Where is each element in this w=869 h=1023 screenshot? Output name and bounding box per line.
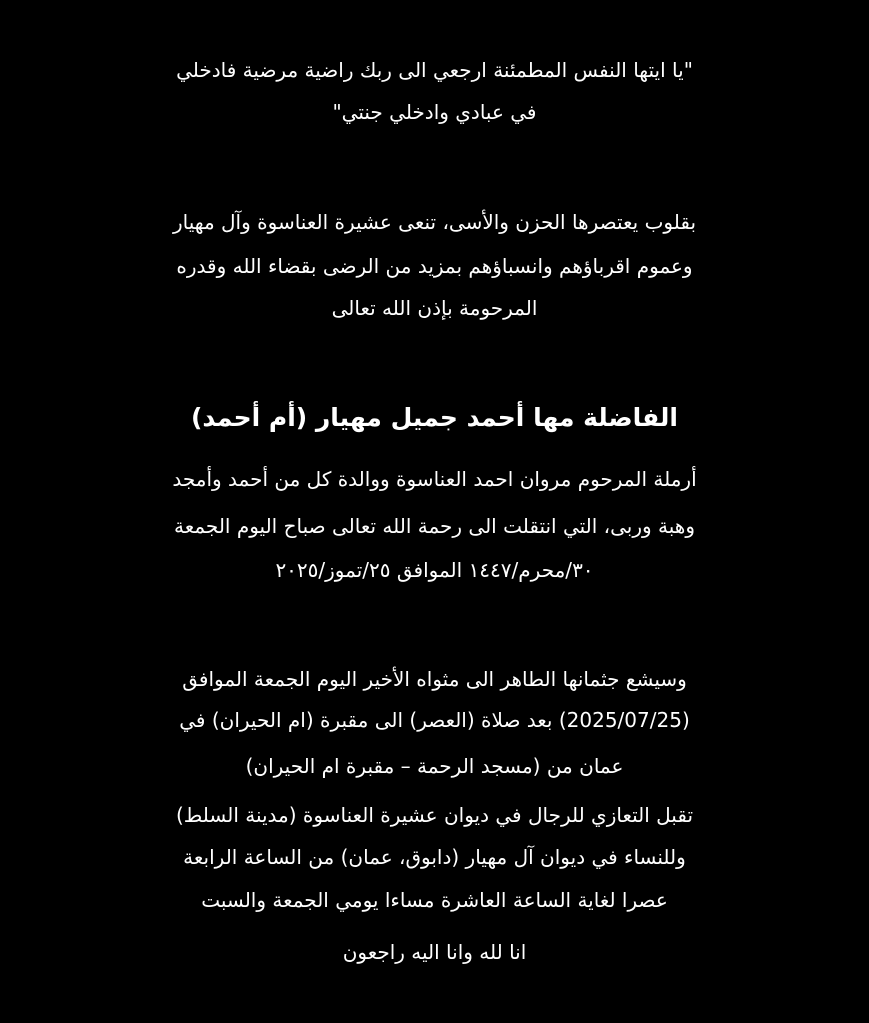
condolences-line-1: تقبل التعازي للرجال في ديوان عشيرة العناسوة (مدينة السلط)	[175, 803, 694, 827]
funeral-line-3: عمان من (مسجد الرحمة – مقبرة ام الحيران)	[245, 754, 624, 778]
closing-phrase: انا لله وانا اليه راجعون	[342, 940, 527, 964]
details-line-1: أرملة المرحوم مروان احمد العناسوة ووالدة كل من أحمد وأمجد	[172, 467, 697, 491]
intro-line-2: وعموم اقرباؤهم وانسباؤهم بمزيد من الرضى بقضاء الله وقدره	[176, 254, 693, 278]
verse-line-1: "يا ايتها النفس المطمئنة ارجعي الى ربك راضية مرضية فادخلي	[176, 58, 693, 82]
deceased-name: الفاضلة مها أحمد جميل مهيار (أم أحمد)	[190, 403, 679, 432]
funeral-date: 2025/07/25	[566, 708, 682, 732]
funeral-line-2-rest: ) بعد صلاة (العصر) الى مقبرة (ام الحيران) في	[179, 708, 567, 732]
funeral-line-1: وسيشع جثمانها الطاهر الى مثواه الأخير اليوم الجمعة الموافق	[182, 667, 687, 691]
intro-line-1: بقلوب يعتصرها الحزن والأسى، تنعى عشيرة العناسوة وآل مهيار	[172, 210, 697, 234]
funeral-line-2	[0, 705, 869, 735]
condolences-line-3: عصرا لغاية الساعة العاشرة مساءا يومي الجمعة والسبت	[201, 888, 668, 912]
details-line-2: وهبة وربى، التي انتقلت الى رحمة الله تعالى صباح اليوم الجمعة	[173, 514, 696, 538]
details-line-3: ٣٠/محرم/١٤٤٧ الموافق ٢٥/تموز/٢٠٢٥	[275, 558, 594, 582]
verse-line-2: في عبادي وادخلي جنتي"	[332, 100, 537, 124]
funeral-line-2-open: (	[681, 708, 690, 732]
condolences-line-2: وللنساء في ديوان آل مهيار (دابوق، عمان) من الساعة الرابعة	[183, 845, 686, 869]
intro-line-3: المرحومة بإذن الله تعالى	[331, 296, 538, 320]
